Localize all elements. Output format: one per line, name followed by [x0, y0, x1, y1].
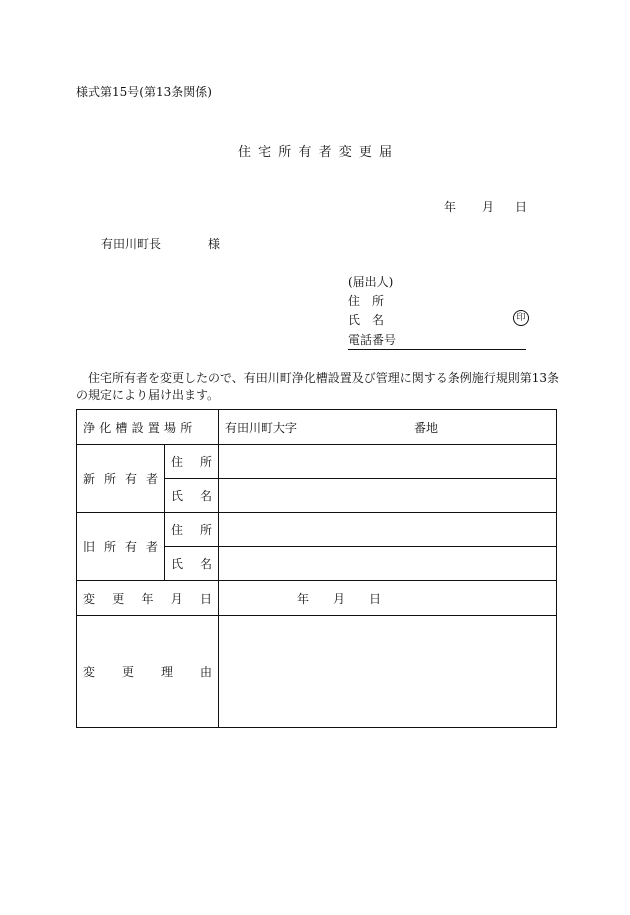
submission-date-day: 日 [515, 200, 528, 214]
registration-table [76, 409, 557, 728]
new-owner-name-label: 氏名 [165, 479, 219, 513]
change-date-label: 変更年月日 [77, 581, 219, 616]
new-owner-address-label: 住所 [165, 445, 219, 479]
applicant-name-label: 氏 名 [348, 313, 385, 327]
applicant-address-label: 住 所 [348, 294, 385, 308]
addressee-name: 有田川町長 [101, 237, 162, 251]
seal-mark-icon: 印 [513, 310, 529, 326]
table-row [77, 445, 557, 479]
old-owner-address-label: 住所 [165, 513, 219, 547]
new-owner-name-field[interactable] [219, 479, 557, 513]
change-date-year: 年 [297, 591, 310, 606]
applicant-phone-label: 電話番号 [348, 331, 526, 350]
location-suffix: 番地 [414, 420, 439, 435]
change-date-field[interactable] [219, 581, 557, 616]
table-row [77, 616, 557, 728]
location-value-cell[interactable] [219, 410, 557, 445]
old-owner-label: 旧所有者 [77, 513, 165, 581]
old-owner-name-label: 氏名 [165, 547, 219, 581]
old-owner-address-field[interactable] [219, 513, 557, 547]
form-number-label: 様式第15号(第13条関係) [76, 85, 212, 99]
form-title: 住宅所有者変更届 [237, 145, 400, 160]
table-row [77, 410, 557, 445]
old-owner-name-field[interactable] [219, 547, 557, 581]
change-date-month: 月 [333, 591, 346, 606]
table-row [77, 581, 557, 616]
declaration-text: 住宅所有者を変更したので、有田川町浄化槽設置及び管理に関する条例施行規則第13条の規定により届け出ます。 [76, 371, 560, 402]
submission-date-month: 月 [482, 200, 495, 214]
location-prefix: 有田川町大字 [225, 420, 298, 435]
addressee-honorific: 様 [208, 237, 221, 251]
change-date-day: 日 [369, 591, 382, 606]
location-label: 浄化槽設置場所 [77, 410, 219, 445]
new-owner-address-field[interactable] [219, 445, 557, 479]
submission-date-year: 年 [444, 200, 457, 214]
table-row [77, 513, 557, 547]
new-owner-label: 新所有者 [77, 445, 165, 513]
change-reason-field[interactable] [219, 616, 557, 728]
applicant-heading: (届出人) [348, 275, 394, 289]
change-reason-label: 変更理由 [77, 616, 219, 728]
